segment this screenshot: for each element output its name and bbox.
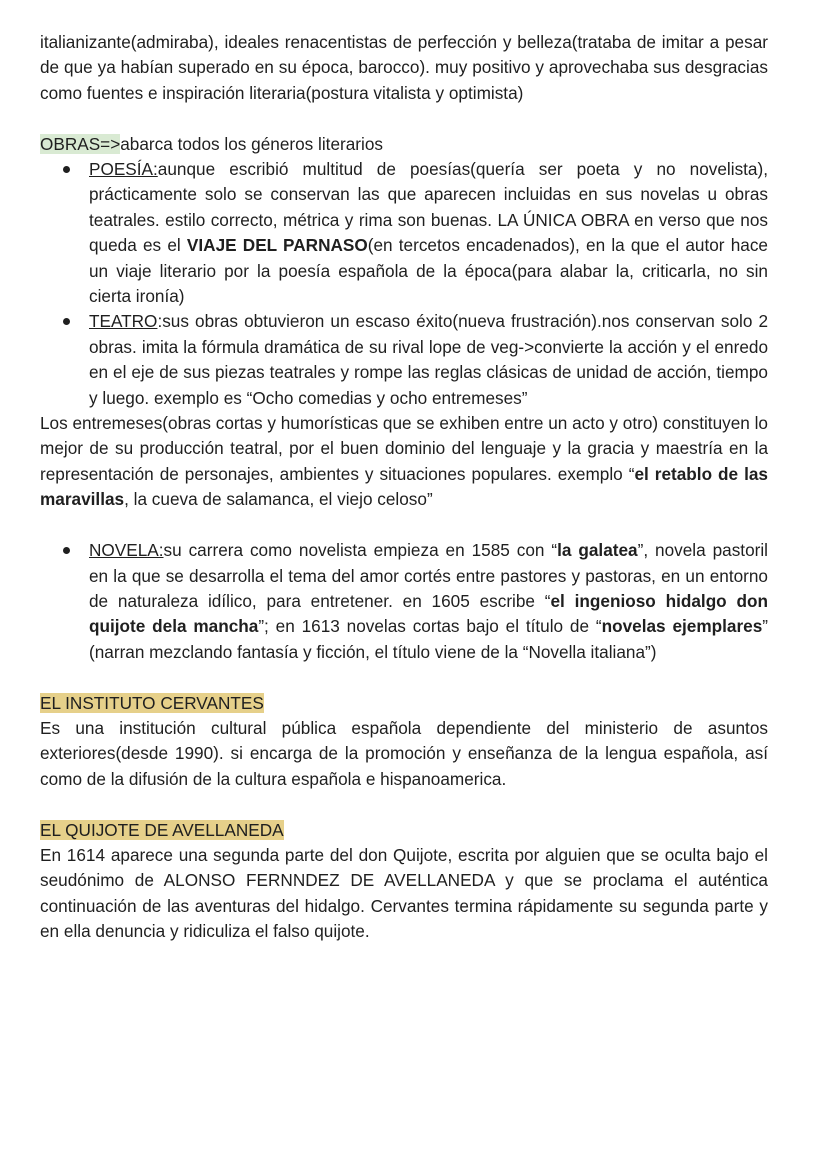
novela-text-2: ”, novela pastoril en la que se desarrolla el tema del amor cortés entre pastores y pastoras, en un entorno de naturaleza idílico, para entretener. en 1605 escribe “ [89, 540, 769, 611]
spacer [40, 106, 768, 131]
novela-label: NOVELA: [89, 540, 164, 561]
intro-paragraph: italianizante(admiraba), ideales renacentistas de perfección y belleza(trataba de imitar a pesar de que ya habían superado en su época, barocco). muy positivo y aprovechaba sus desgracias como fuentes e inspiración literaria(postura vitalista y optimista) [40, 32, 768, 103]
spacer [40, 665, 768, 690]
poesia-bold-title: VIAJE DEL PARNASO [186, 235, 368, 256]
novela-text-4: ” (narran mezclando fantasía y ficción, el título viene de la “Novella italiana”) [89, 616, 768, 662]
list-item-teatro [40, 309, 768, 411]
entremeses-paragraph [40, 411, 768, 513]
obras-label: OBRAS=> [40, 133, 121, 154]
avellaneda-heading-line [40, 818, 768, 843]
avellaneda-paragraph: En 1614 aparece una segunda parte del don Quijote, escrita por alguien que se oculta bajo el seudónimo de ALONSO FERNNDEZ DE AVELLANEDA y que se proclama el auténtica continuación de las aventuras del hidalgo. Cervantes termina rápidamente su segunda parte y en ella denuncia y ridiculiza el falso quijote. [40, 844, 768, 942]
novela-bold-1: la galatea [557, 540, 638, 561]
teatro-text: :sus obras obtuvieron un escaso éxito(nueva frustración).nos conservan solo 2 obras. imita la fórmula dramática de su rival lope de veg->convierte la acción y el enredo en el eje de sus piezas teatrales y rompe las reglas clásicas de unidad de acción, tiempo y luego. exemplo es “Ocho comedias y ocho entremeses” [89, 311, 768, 408]
list-item-novela [40, 538, 768, 665]
list-item-poesia [40, 157, 768, 309]
poesia-text-1: aunque escribió multitud de poesías(quería ser poeta y no novelista), prácticamente solo se conservan las que aparecen incluidas en sus novelas u obras teatrales. estilo correcto, métrica y rima son buenas. LA ÚNICA OBRA en verso que nos queda es el [89, 159, 768, 256]
obras-text: abarca todos los géneros literarios [120, 133, 383, 154]
teatro-label: TEATRO [89, 311, 158, 332]
spacer [40, 792, 768, 817]
entremeses-bold-title: el retablo de las maravillas [40, 463, 768, 510]
novela-bold-3: novelas ejemplares [601, 616, 763, 637]
entremeses-text-1: Los entremeses(obras cortas y humorísticas que se exhiben entre un acto y otro) constituyen lo mejor de su producción teatral, por el buen dominio del lenguaje y la gracia y maestría en la representación de personajes, ambientes y situaciones populares. exemplo “ [40, 413, 768, 484]
bullet-icon [63, 166, 70, 173]
works-list [40, 157, 768, 411]
avellaneda-heading: EL QUIJOTE DE AVELLANEDA [40, 819, 284, 840]
novela-text-1: su carrera como novelista empieza en 1585 con “ [163, 540, 558, 561]
bullet-icon [63, 318, 70, 325]
document-content [40, 30, 768, 945]
novela-bold-2: el ingenioso hidalgo don quijote dela mancha [89, 590, 768, 637]
instituto-heading: EL INSTITUTO CERVANTES [40, 692, 264, 713]
poesia-label: POESÍA: [89, 159, 158, 180]
obras-line [40, 132, 768, 157]
instituto-heading-line [40, 691, 768, 716]
bullet-icon [63, 547, 70, 554]
poesia-text-2: (en tercetos encadenados), en la que el autor hace un viaje literario por la poesía española de la época(para alabar la, criticarla, no sin cierta ironía) [89, 235, 768, 307]
instituto-paragraph: Es una institución cultural pública española dependiente del ministerio de asuntos exteriores(desde 1990). si encarga de la promoción y enseñanza de la lengua española, así como de la difusión de la cultura española e hispanoamerica. [40, 717, 768, 789]
novela-text-3: ”; en 1613 novelas cortas bajo el título de “ [258, 616, 602, 637]
entremeses-text-2: , la cueva de salamanca, el viejo celoso” [124, 489, 433, 510]
spacer [40, 513, 768, 538]
works-list-novela [40, 538, 768, 665]
